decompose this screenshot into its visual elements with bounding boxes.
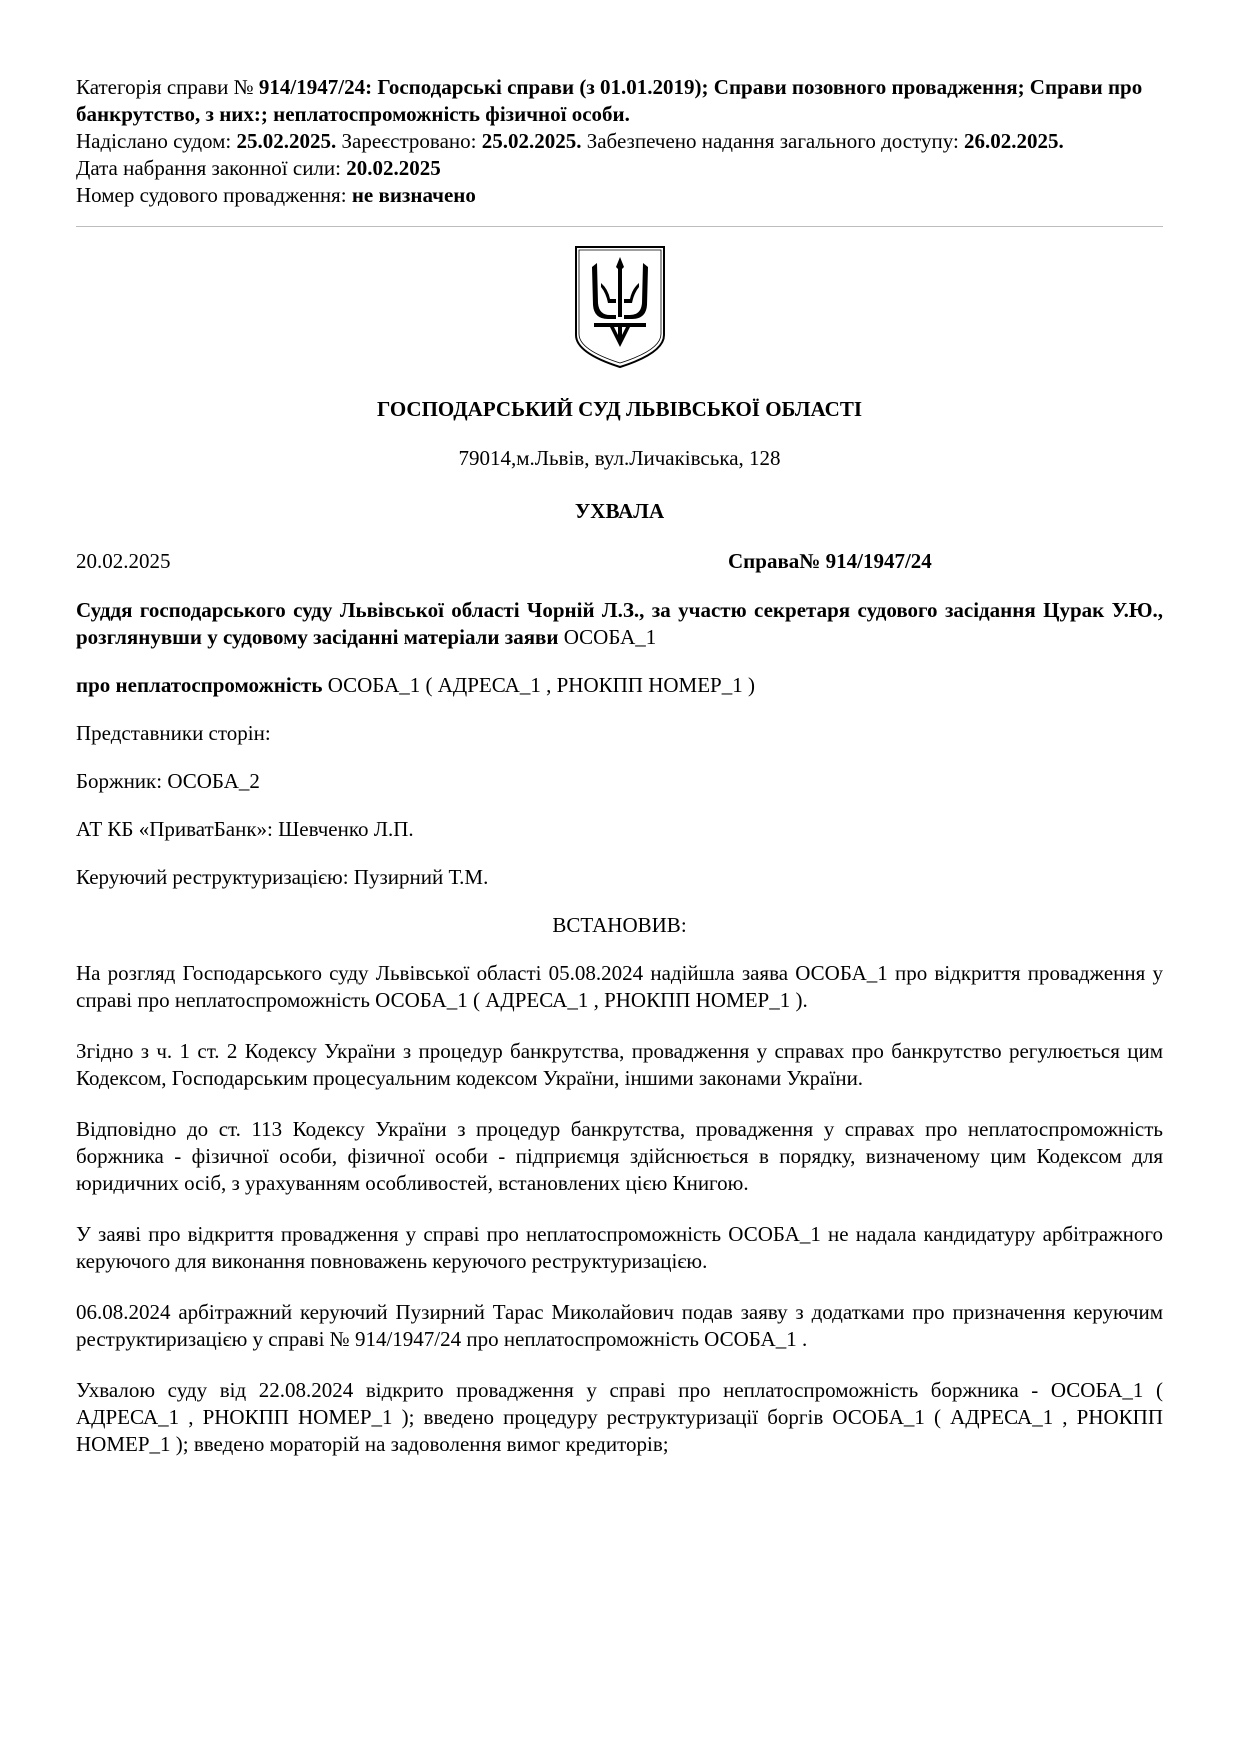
subject-paragraph [76,672,1163,699]
body-paragraph: Ухвалою суду від 22.08.2024 відкрито провадження у справі про неплатоспроможність боржника - ОСОБА_1 ( АДРЕСА_1 , РНОКПП НОМЕР_1 ); введено процедуру реструктуризації боргів ОСОБА_1 ( АДРЕСА_1 , РНОКПП НОМЕР_1 ); введено мораторій на задоволення вимог кредиторів; [76,1378,1163,1456]
proceeding-number-line [76,182,1163,209]
party-bank: АТ КБ «ПриватБанк»: Шевченко Л.П. [76,817,414,841]
effective-date: 20.02.2025 [346,156,441,180]
subject-bold: про неплатоспроможність [76,673,323,697]
court-address: 79014,м.Львів, вул.Личаківська, 128 [458,446,781,470]
body-paragraph: На розгляд Господарського суду Львівської області 05.08.2024 надійшла заява ОСОБА_1 про відкриття провадження у справі про неплатоспроможність ОСОБА_1 ( АДРЕСА_1 , РНОКПП НОМЕР_1 ). [76,961,1163,1012]
case-dates-line [76,128,1163,155]
public-access-date: 26.02.2025. [964,129,1064,153]
intro-bold: Суддя господарського суду Львівської області Чорній Л.З., за участю секретаря судового засідання Цурак У.Ю., розглянувши у судовому засіданні матеріали заяви [76,598,1163,649]
document-page [76,74,1163,1458]
header-divider [76,226,1163,227]
case-category-value: 914/1947/24: Господарські справи (з 01.01.2019); Справи позовного провадження; Справи про банкрутство, з них:; неплатоспроможність фізичної особи. [76,75,1143,126]
sent-label: Надіслано судом: [76,129,237,153]
proceeding-number: не визначено [351,183,476,207]
proceeding-number-label: Номер судового провадження: [76,183,352,207]
party-manager: Керуючий реструктуризацією: Пузирний Т.М. [76,865,489,889]
court-name: ГОСПОДАРСЬКИЙ СУД ЛЬВІВСЬКОЇ ОБЛАСТІ [376,397,863,421]
ruling-date: 20.02.2025 [76,549,171,573]
effective-date-label: Дата набрання законної сили: [76,156,347,180]
intro-paragraph [76,597,1163,651]
public-access-label: Забезпечено надання загального доступу: [581,129,965,153]
date-case-row [76,548,1163,575]
body-paragraph: 06.08.2024 арбітражний керуючий Пузирний Тарас Миколайович подав заяву з додатками про призначення керуючим реструктиризацією у справі № 914/1947/24 про неплатоспроможність ОСОБА_1 . [76,1300,1163,1351]
registered-date: 25.02.2025. [481,129,582,153]
case-category-line [76,74,1163,128]
sent-date: 25.02.2025. [236,129,337,153]
document-type: УХВАЛА [574,499,665,523]
case-number: Справа№ 914/1947/24 [728,549,932,573]
body-paragraph: Відповідно до ст. 113 Кодексу України з процедур банкрутства, провадження у справах про неплатоспроможність боржника - фізичної особи, фізичної особи - підприємця здійснюється в порядку, визначеному цим Кодексом для юридичних осіб, з урахуванням особливостей, встановлених цією Книгою. [76,1117,1163,1195]
established-heading: ВСТАНОВИВ: [552,913,687,937]
parties-heading: Представники сторін: [76,721,271,745]
intro-normal: ОСОБА_1 [558,625,657,649]
body-paragraph: Згідно з ч. 1 ст. 2 Кодексу України з процедур банкрутства, провадження у справах про банкрутство регулюється цим Кодексом, Господарським процесуальним кодексом України, іншими законами України. [76,1039,1163,1090]
case-category-label: Категорія справи № [76,75,259,99]
subject-normal: ОСОБА_1 ( АДРЕСА_1 , РНОКПП НОМЕР_1 ) [322,673,755,697]
case-metadata [76,74,1163,209]
party-debtor: Боржник: ОСОБА_2 [76,769,260,793]
trident-coat-of-arms-icon [572,243,668,371]
body-paragraph: У заяві про відкриття провадження у справі про неплатоспроможність ОСОБА_1 не надала кандидатуру арбітражного керуючого для виконання повноважень керуючого реструктуризацією. [76,1222,1163,1273]
registered-label: Зареєстровано: [336,129,482,153]
effective-date-line [76,155,1163,182]
